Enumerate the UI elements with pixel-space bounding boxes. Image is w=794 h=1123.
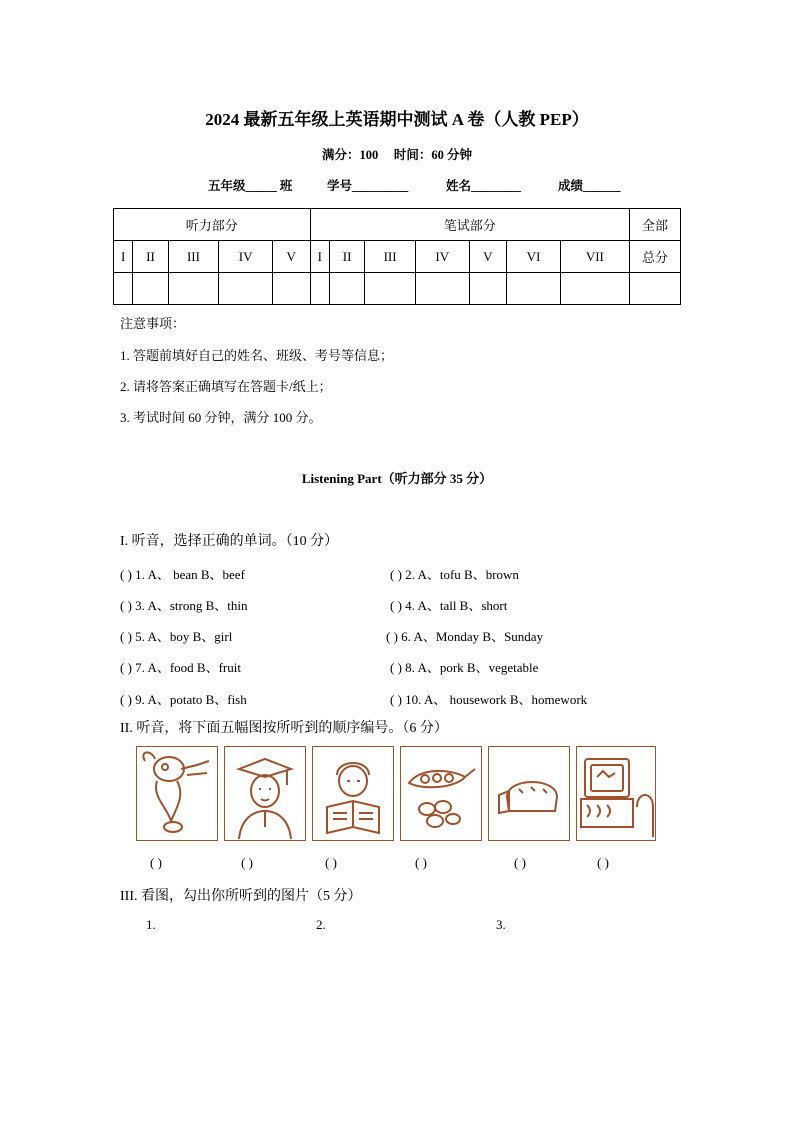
col-header: 总分 bbox=[630, 241, 681, 273]
score-table bbox=[113, 208, 681, 305]
score-cell[interactable] bbox=[310, 273, 329, 305]
col-header: IV bbox=[219, 241, 272, 273]
order-blank[interactable]: ( ) bbox=[514, 855, 526, 870]
score-cell[interactable] bbox=[133, 273, 168, 305]
listening-group-header: 听力部分 bbox=[114, 209, 311, 241]
question-item[interactable]: ( ) 3. A、strong B、thin bbox=[120, 598, 248, 613]
note-item: 2. 请将答案正确填写在答题卡/纸上； bbox=[120, 379, 332, 394]
col-header: I bbox=[310, 241, 329, 273]
question-item[interactable]: ( ) 7. A、food B、fruit bbox=[120, 660, 241, 675]
score-cell[interactable] bbox=[507, 273, 560, 305]
question-item[interactable]: ( ) 5. A、boy B、girl bbox=[120, 629, 233, 644]
q2-heading: II. 听音，将下面五幅图按所听到的顺序编号。（6 分） bbox=[120, 721, 448, 736]
score-cell[interactable] bbox=[168, 273, 219, 305]
tv-picture bbox=[576, 746, 656, 841]
beans-picture bbox=[400, 746, 482, 841]
q1-heading: I. 听音，选择正确的单词。（10 分） bbox=[120, 534, 339, 549]
score-cell[interactable] bbox=[114, 273, 133, 305]
note-item: 1. 答题前填好自己的姓名、班级、考号等信息； bbox=[120, 348, 394, 363]
col-header: I bbox=[114, 241, 133, 273]
q3-number: 1. bbox=[146, 917, 156, 932]
order-blank[interactable]: ( ) bbox=[325, 855, 337, 870]
score-cell[interactable] bbox=[330, 273, 365, 305]
q3-number: 2. bbox=[316, 917, 326, 932]
question-item[interactable]: ( ) 4. A、tall B、short bbox=[390, 598, 508, 613]
col-header: II bbox=[330, 241, 365, 273]
bread-picture bbox=[488, 746, 570, 841]
score-cell[interactable] bbox=[365, 273, 416, 305]
score-cell[interactable] bbox=[416, 273, 469, 305]
question-item[interactable]: ( ) 10. A、 housework B、homework bbox=[390, 692, 588, 707]
q3-heading: III. 看图，勾出你所听到的图片（5 分） bbox=[120, 889, 362, 904]
note-item: 3. 考试时间 60 分钟，满分 100 分。 bbox=[120, 410, 322, 425]
col-header: V bbox=[469, 241, 507, 273]
question-item[interactable]: ( ) 2. A、tofu B、brown bbox=[390, 567, 519, 582]
bird-picture bbox=[136, 746, 218, 841]
col-header: III bbox=[365, 241, 416, 273]
score-cell[interactable] bbox=[219, 273, 272, 305]
name-field[interactable]: 姓名________ bbox=[446, 179, 522, 193]
question-item[interactable]: ( ) 1. A、 bean B、beef bbox=[120, 567, 245, 582]
col-header: VI bbox=[507, 241, 560, 273]
col-header: III bbox=[168, 241, 219, 273]
order-blank[interactable]: ( ) bbox=[597, 855, 609, 870]
score-cell[interactable] bbox=[630, 273, 681, 305]
question-item[interactable]: ( ) 9. A、potato B、fish bbox=[120, 692, 247, 707]
score-time-line: 满分：100 时间：60 分钟 bbox=[321, 148, 472, 162]
notes-heading: 注意事项： bbox=[120, 316, 186, 331]
col-header: IV bbox=[416, 241, 469, 273]
col-header: V bbox=[272, 241, 310, 273]
order-blank[interactable]: ( ) bbox=[241, 855, 253, 870]
reading-boy-picture bbox=[312, 746, 394, 841]
graduate-picture bbox=[224, 746, 306, 841]
order-blank[interactable]: ( ) bbox=[415, 855, 427, 870]
class-field[interactable]: 五年级_____ 班 bbox=[208, 179, 293, 193]
writing-group-header: 笔试部分 bbox=[310, 209, 629, 241]
score-cell[interactable] bbox=[272, 273, 310, 305]
student-id-field[interactable]: 学号_________ bbox=[327, 179, 409, 193]
score-cell[interactable] bbox=[560, 273, 629, 305]
col-header: II bbox=[133, 241, 168, 273]
total-header: 全部 bbox=[630, 209, 681, 241]
col-header: VII bbox=[560, 241, 629, 273]
page-title: 2024 最新五年级上英语期中测试 A 卷（人教 PEP） bbox=[205, 110, 589, 129]
q3-number: 3. bbox=[496, 917, 506, 932]
question-item[interactable]: ( ) 8. A、pork B、vegetable bbox=[390, 660, 539, 675]
score-cell[interactable] bbox=[469, 273, 507, 305]
order-blank[interactable]: ( ) bbox=[150, 855, 162, 870]
section-title: Listening Part（听力部分 35 分） bbox=[301, 471, 493, 486]
question-item[interactable]: ( ) 6. A、Monday B、Sunday bbox=[386, 629, 544, 644]
score-field[interactable]: 成绩______ bbox=[558, 179, 621, 193]
